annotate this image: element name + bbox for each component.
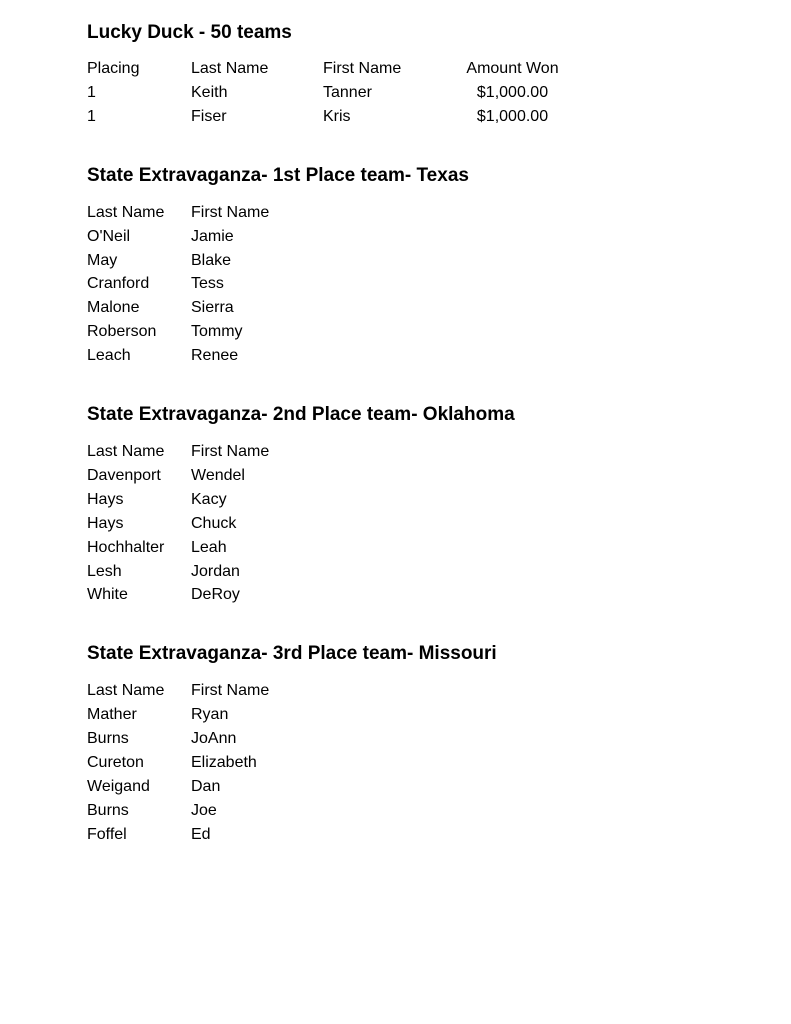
- table-row: [0, 344, 791, 368]
- table-row: [0, 464, 791, 488]
- first-name-cell: Leah: [191, 539, 227, 556]
- team-3-header-row: [0, 679, 791, 703]
- last-name-cell: White: [87, 586, 128, 603]
- first-name-cell: Ed: [191, 826, 211, 843]
- last-name-cell: O'Neil: [87, 228, 131, 245]
- table-row: [0, 799, 791, 823]
- table-row: [0, 512, 791, 536]
- last-name-cell: Burns: [87, 802, 129, 819]
- first-name-cell: Tess: [191, 275, 224, 292]
- amount-cell: $1,000.00: [476, 108, 549, 125]
- last-name-cell: Davenport: [87, 467, 161, 484]
- table-row: [0, 81, 791, 105]
- table-row: [0, 823, 791, 847]
- header-last-name: Last Name: [87, 443, 165, 460]
- table-row: [0, 583, 791, 607]
- last-name-cell: May: [87, 252, 118, 269]
- last-name-cell: Cureton: [87, 754, 144, 771]
- table-row: [0, 105, 791, 129]
- placing-cell: 1: [87, 84, 96, 101]
- last-name-cell: Foffel: [87, 826, 127, 843]
- table-row: [0, 320, 791, 344]
- last-name-cell: Malone: [87, 299, 140, 316]
- header-first-name: First Name: [191, 682, 270, 699]
- first-name-cell: Sierra: [191, 299, 234, 316]
- last-name-cell: Hays: [87, 515, 124, 532]
- header-amount-won: Amount Won: [466, 60, 559, 77]
- lucky-duck-header-row: [0, 57, 791, 81]
- first-name-cell: Chuck: [191, 515, 237, 532]
- first-name-cell: Blake: [191, 252, 232, 269]
- first-name-cell: Tommy: [191, 323, 243, 340]
- table-row: [0, 296, 791, 320]
- amount-cell: $1,000.00: [476, 84, 549, 101]
- last-name-cell: Keith: [191, 84, 228, 101]
- first-name-cell: DeRoy: [191, 586, 240, 603]
- first-name-cell: Kris: [323, 108, 351, 125]
- table-row: [0, 703, 791, 727]
- header-first-name: First Name: [191, 204, 270, 221]
- placing-cell: 1: [87, 108, 96, 125]
- last-name-cell: Mather: [87, 706, 137, 723]
- first-name-cell: Ryan: [191, 706, 229, 723]
- table-row: [0, 751, 791, 775]
- header-last-name: Last Name: [87, 682, 165, 699]
- last-name-cell: Roberson: [87, 323, 157, 340]
- header-last-name: Last Name: [191, 60, 269, 77]
- first-name-cell: Renee: [191, 347, 239, 364]
- table-row: [0, 249, 791, 273]
- table-row: [0, 775, 791, 799]
- table-row: [0, 225, 791, 249]
- first-name-cell: Joe: [191, 802, 217, 819]
- header-placing: Placing: [87, 60, 140, 77]
- team-3-title: State Extravaganza- 3rd Place team- Missouri: [87, 643, 497, 664]
- table-row: [0, 488, 791, 512]
- team-2-header-row: [0, 440, 791, 464]
- first-name-cell: Wendel: [191, 467, 245, 484]
- table-row: [0, 536, 791, 560]
- header-first-name: First Name: [191, 443, 270, 460]
- table-row: [0, 272, 791, 296]
- first-name-cell: Dan: [191, 778, 221, 795]
- last-name-cell: Hays: [87, 491, 124, 508]
- table-row: [0, 560, 791, 584]
- first-name-cell: Elizabeth: [191, 754, 257, 771]
- last-name-cell: Weigand: [87, 778, 150, 795]
- last-name-cell: Lesh: [87, 563, 122, 580]
- lucky-duck-title: Lucky Duck - 50 teams: [87, 22, 292, 43]
- first-name-cell: Kacy: [191, 491, 227, 508]
- first-name-cell: JoAnn: [191, 730, 237, 747]
- team-1-header-row: [0, 201, 791, 225]
- team-1-title: State Extravaganza- 1st Place team- Texas: [87, 165, 469, 186]
- last-name-cell: Hochhalter: [87, 539, 165, 556]
- first-name-cell: Tanner: [323, 84, 372, 101]
- last-name-cell: Cranford: [87, 275, 150, 292]
- first-name-cell: Jamie: [191, 228, 234, 245]
- team-2-title: State Extravaganza- 2nd Place team- Oklahoma: [87, 404, 515, 425]
- header-last-name: Last Name: [87, 204, 165, 221]
- last-name-cell: Fiser: [191, 108, 227, 125]
- last-name-cell: Leach: [87, 347, 131, 364]
- header-first-name: First Name: [323, 60, 402, 77]
- last-name-cell: Burns: [87, 730, 129, 747]
- table-row: [0, 727, 791, 751]
- first-name-cell: Jordan: [191, 563, 240, 580]
